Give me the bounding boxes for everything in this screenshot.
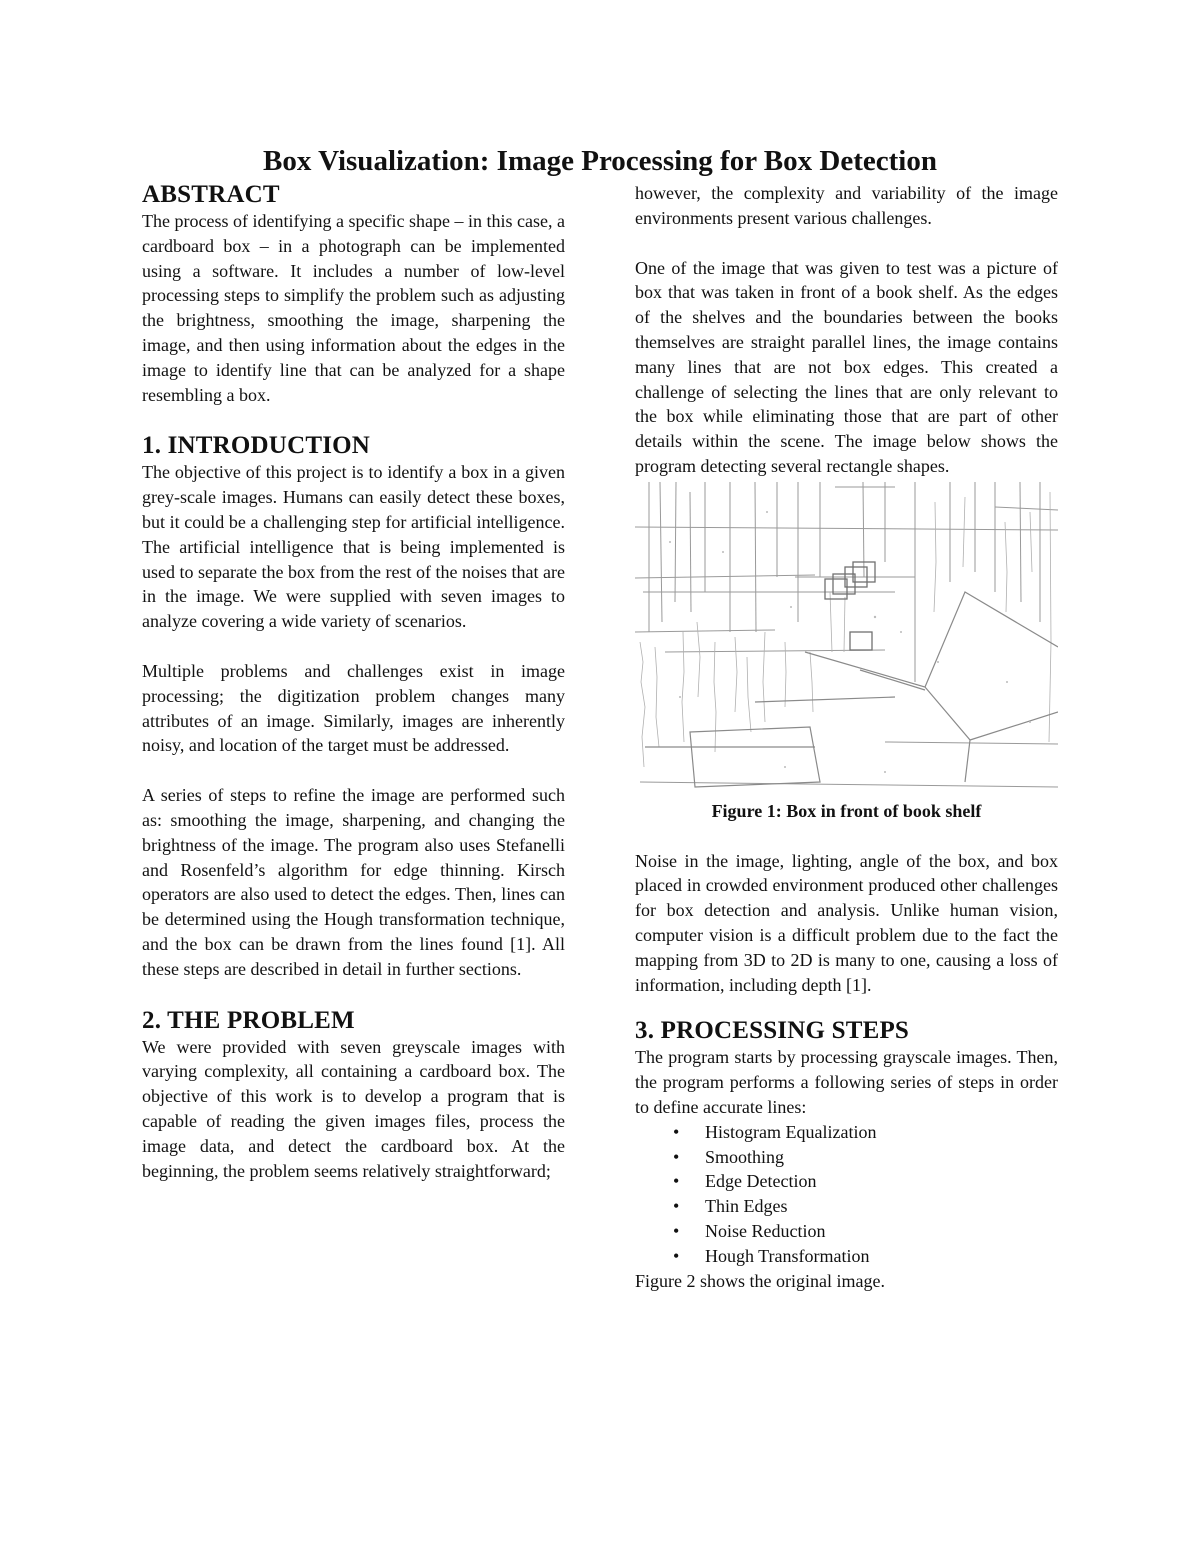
bullet-icon: •: [673, 1220, 680, 1241]
edge-detected-bookshelf-image: [635, 482, 1058, 795]
problem-paragraph-1: We were provided with seven greyscale images with varying complexity, all containing a cardboard box. The objective of this work is to develop a program that is capable of reading the given images files, process the image data, and detect the cardboard box. At the beginning, the problem seems relatively straightforward;: [142, 1036, 565, 1181]
bullet-icon: •: [673, 1171, 680, 1192]
problem-paragraph-3: Noise in the image, lighting, angle of the box, and box placed in crowded environment produced other challenges for box detection and analysis. Unlike human vision, computer vision is a difficult problem due to the fact the mapping from 3D to 2D is many to one, causing a loss of information, including depth [1].: [635, 850, 1058, 995]
abstract-text: The process of identifying a specific shape – in this case, a cardboard box – in a photograph can be implemented using a software. It includes a number of low-level processing steps to simplify the problem such as adjusting the brightness, smoothing the image, sharpening the image, and then using information about the edges in the image to identify line that can be analyzed for a shape resembling a box.: [142, 211, 565, 405]
processing-outro: Figure 2 shows the original image.: [635, 1270, 885, 1291]
problem-heading: 2. THE PROBLEM: [142, 1006, 355, 1034]
figure-1-caption: Figure 1: Box in front of book shelf: [711, 800, 982, 821]
bullet-icon: •: [673, 1121, 680, 1142]
processing-steps-list: [635, 1120, 1058, 1269]
paper-title: Box Visualization: Image Processing for Box Detection: [263, 145, 937, 177]
introduction-paragraph-1: The objective of this project is to identify a box in a given grey-scale images. Humans can easily detect these boxes, but it could be a challenging step for artificial intelligence. The artificial intelligence that is being implemented is used to separate the box from the rest of the noises that are in the image. We were supplied with seven images to analyze covering a wide variety of scenarios.: [142, 462, 565, 632]
abstract-heading: ABSTRACT: [142, 181, 280, 208]
processing-heading: 3. PROCESSING STEPS: [635, 1017, 910, 1045]
problem-paragraph-1-continued: however, the complexity and variability of the image environments present various challenges.: [635, 183, 1058, 228]
processing-intro: The program starts by processing grayscale images. Then, the program performs a following series of steps in order to define accurate lines:: [635, 1047, 1058, 1117]
problem-paragraph-2: One of the image that was given to test was a picture of box that was taken in front of a book shelf. As the edges of the shelves and the boundaries between the books themselves are straight parallel lines, the image contains many lines that are not box edges. This created a challenge of selecting the lines that are only relevant to the box while eliminating those that are part of other details within the scene. The image below shows the program detecting several rectangle shapes.: [635, 257, 1058, 476]
list-item: • Hough Transformation: [635, 1244, 1058, 1269]
list-item: • Noise Reduction: [635, 1219, 1058, 1244]
left-column: [142, 181, 565, 1183]
list-item: • Thin Edges: [635, 1194, 1058, 1219]
introduction-heading: 1. INTRODUCTION: [142, 432, 371, 460]
figure-1-edge-image: [635, 482, 1058, 795]
list-item: • Histogram Equalization: [635, 1120, 1058, 1145]
right-column: [635, 181, 1058, 1293]
bullet-icon: •: [673, 1146, 680, 1167]
bullet-icon: •: [673, 1245, 680, 1266]
list-item: • Edge Detection: [635, 1169, 1058, 1194]
introduction-paragraph-3: A series of steps to refine the image are performed such as: smoothing the image, sharpening, and changing the brightness of the image. The program also uses Stefanelli and Rosenfeld’s algorithm for edge thinning. Kirsch operators are also used to detect the edges. Then, lines can be determined using the Hough transformation technique, and the box can be drawn from the lines found [1]. All these steps are described in detail in further sections.: [142, 785, 565, 979]
introduction-paragraph-2: Multiple problems and challenges exist in image processing; the digitization problem changes many attributes of an image. Similarly, images are inherently noisy, and location of the target must be addressed.: [142, 660, 565, 756]
bullet-icon: •: [673, 1196, 680, 1217]
list-item: • Smoothing: [635, 1145, 1058, 1170]
